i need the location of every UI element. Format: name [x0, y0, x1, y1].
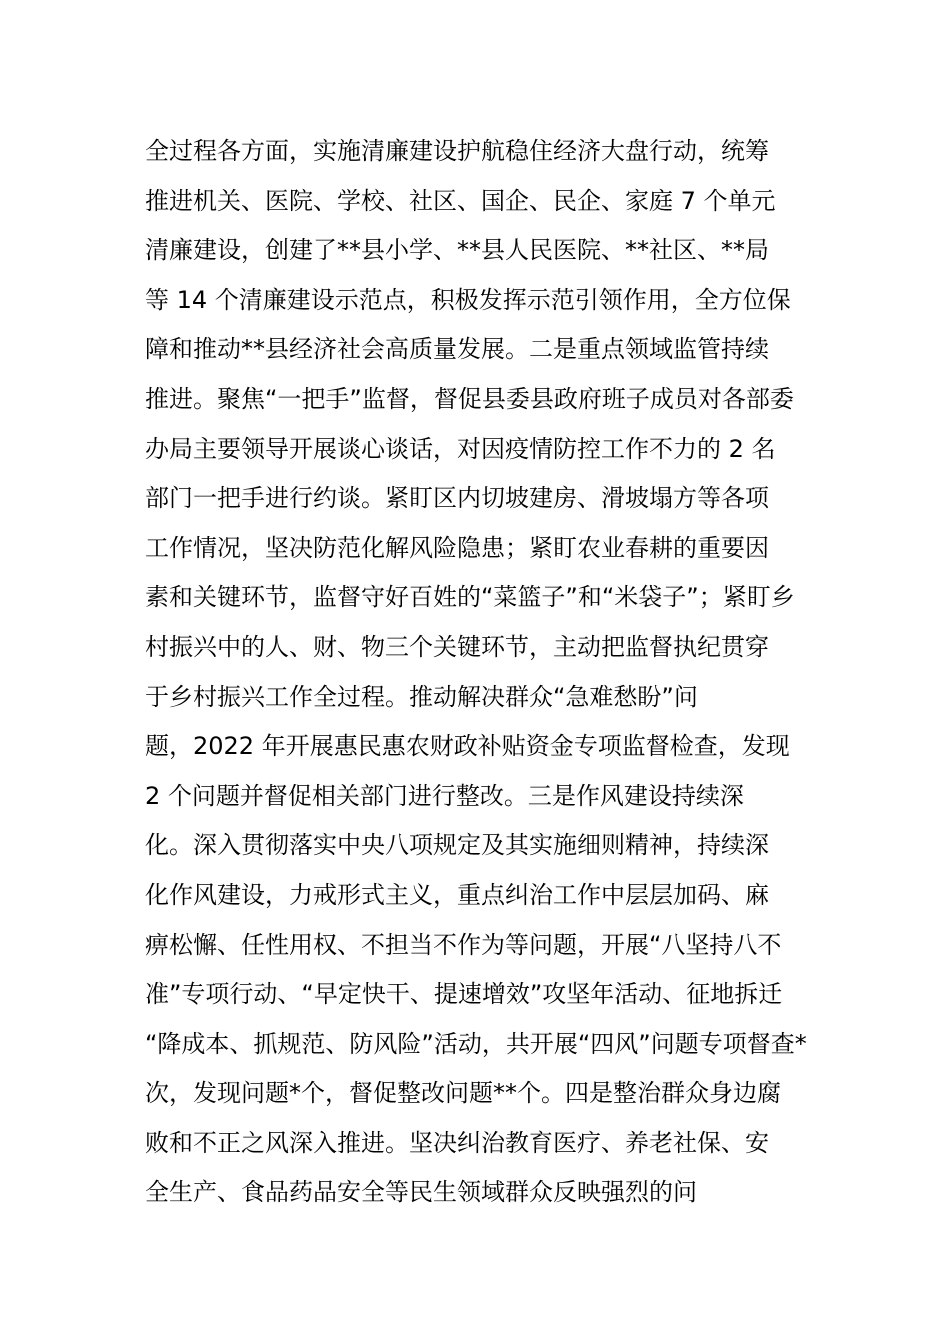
- text-line: 次，发现问题*个，督促整改问题**个。四是整治群众身边腐: [145, 1079, 781, 1108]
- text-line: 部门一把手进行约谈。紧盯区内切坡建房、滑坡塌方等各项: [145, 484, 769, 513]
- text-line: 2 个问题并督促相关部门进行整改。三是作风建设持续深: [145, 781, 744, 810]
- text-line: 题，2022 年开展惠民惠农财政补贴资金专项监督检查，发现: [145, 732, 790, 761]
- text-line: 败和不正之风深入推进。坚决纠治教育医疗、养老社保、安: [145, 1128, 769, 1157]
- text-line: 等 14 个清廉建设示范点，积极发挥示范引领作用，全方位保: [145, 285, 791, 314]
- text-line: 工作情况，坚决防范化解风险隐患；紧盯农业春耕的重要因: [145, 533, 769, 562]
- body-text: [145, 127, 825, 1218]
- text-line: 素和关键环节，监督守好百姓的“菜篮子”和“米袋子”；紧盯乡: [145, 583, 795, 612]
- text-line: 村振兴中的人、财、物三个关键环节，主动把监督执纪贯穿: [145, 632, 769, 661]
- text-line: 准”专项行动、“早定快干、提速增效”攻坚年活动、征地拆迁: [145, 980, 783, 1009]
- text-line: 推进机关、医院、学校、社区、国企、民企、家庭 7 个单元: [145, 186, 776, 215]
- text-line: 全过程各方面，实施清廉建设护航稳住经济大盘行动，统筹: [145, 137, 769, 165]
- text-line: 办局主要领导开展谈心谈话，对因疫情防控工作不力的 2 名: [145, 434, 776, 463]
- text-line: 痹松懈、任性用权、不担当不作为等问题，开展“八坚持八不: [145, 930, 782, 959]
- text-line: 于乡村振兴工作全过程。推动解决群众“急难愁盼”问: [145, 682, 698, 711]
- text-line: 化。深入贯彻落实中央八项规定及其实施细则精神，持续深: [145, 831, 769, 860]
- text-line: 清廉建设，创建了**县小学、**县人民医院、**社区、**局: [145, 236, 769, 265]
- text-line: 全生产、食品药品安全等民生领域群众反映强烈的问: [145, 1178, 697, 1207]
- text-line: “降成本、抓规范、防风险”活动，共开展“四风”问题专项督查*: [145, 1029, 807, 1058]
- text-line: 化作风建设，力戒形式主义，重点纠治工作中层层加码、麻: [145, 880, 769, 909]
- text-line: 推进。聚焦“一把手”监督，督促县委县政府班子成员对各部委: [145, 384, 794, 413]
- text-line: 障和推动**县经济社会高质量发展。二是重点领域监管持续: [145, 335, 769, 364]
